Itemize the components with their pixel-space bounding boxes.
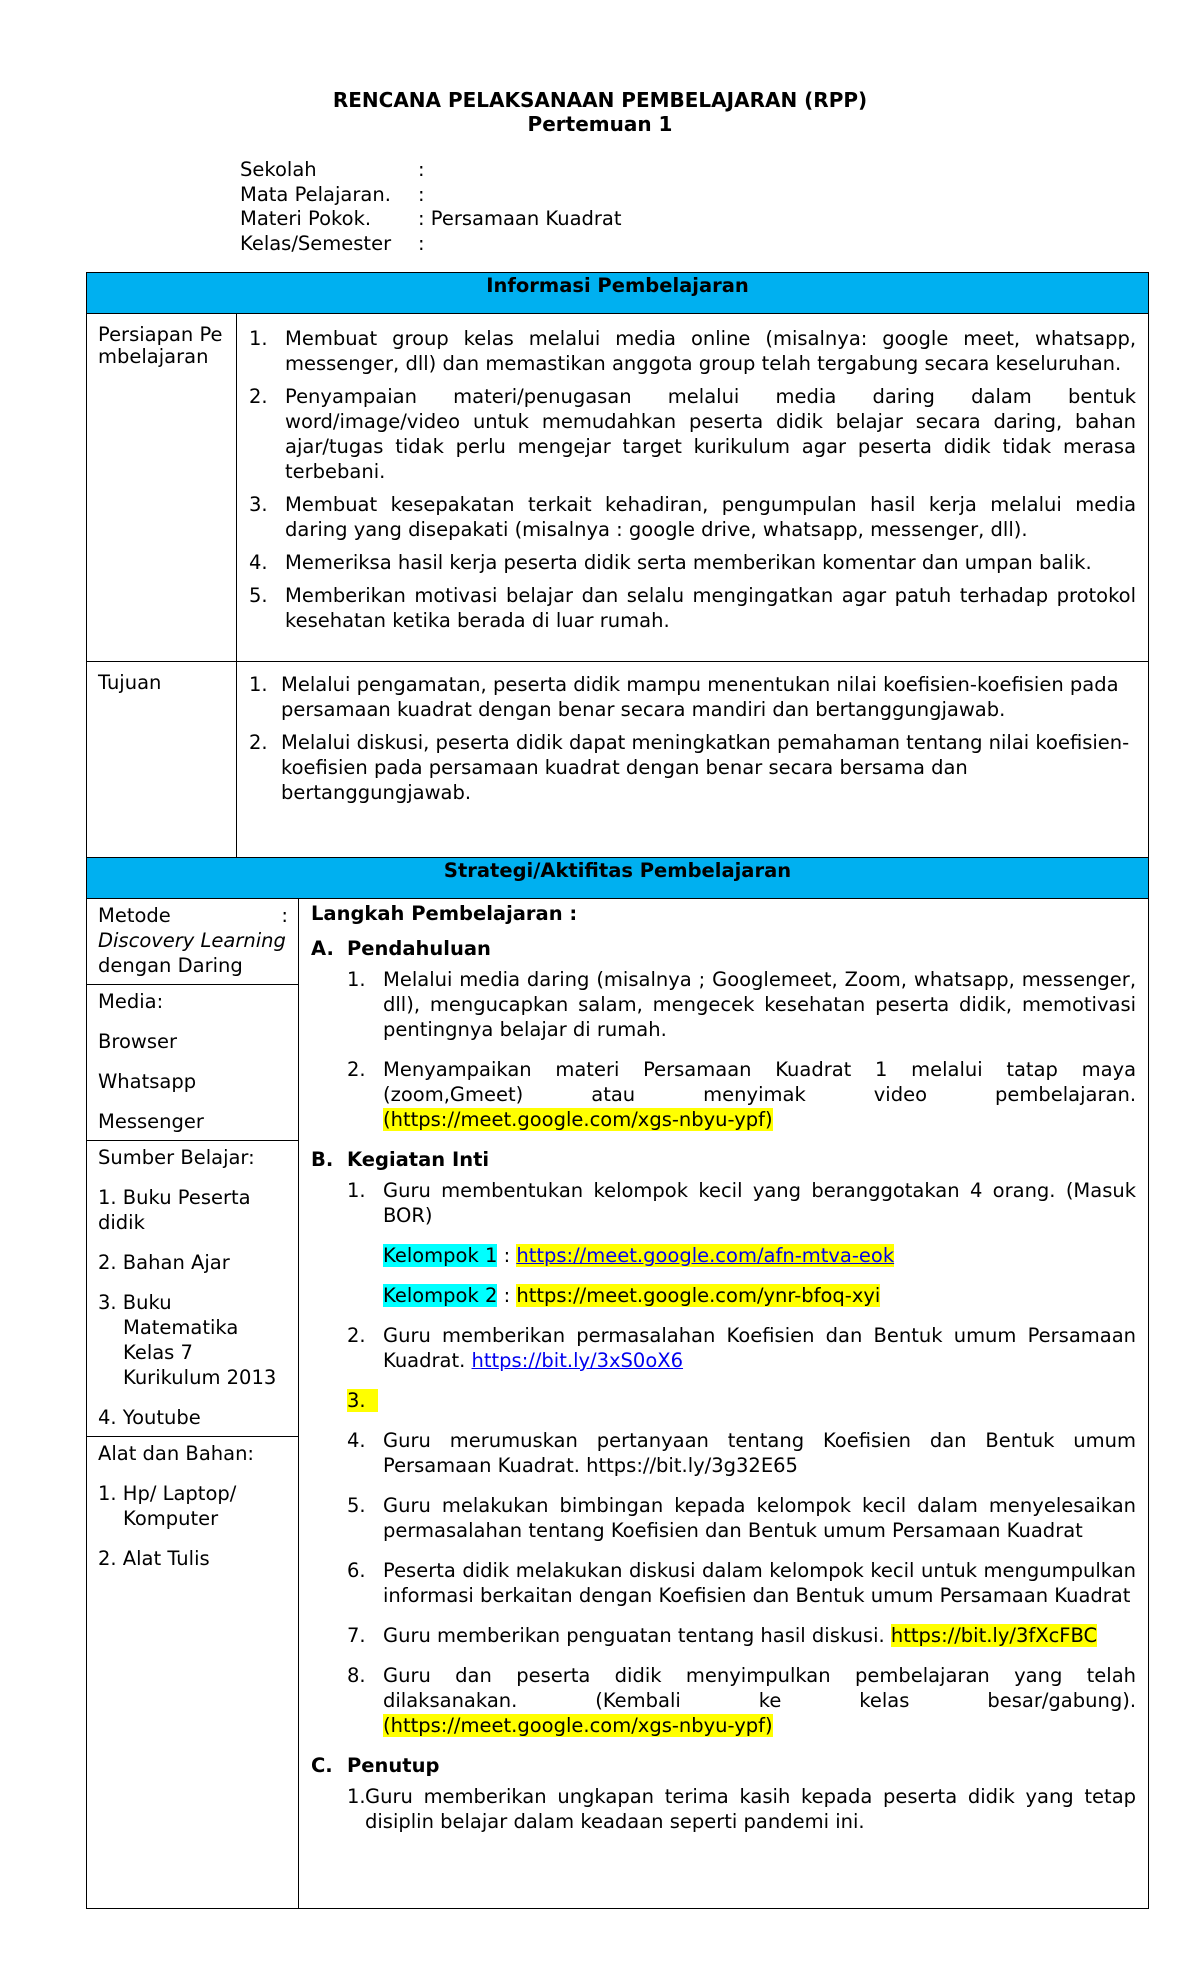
list-item: 4. Guru merumuskan pertanyaan tentang Koefisien dan Bentuk umum Persamaan Kuadrat. https://bit.ly/3g32E65 [347,1429,1137,1477]
tujuan-label: Tujuan [87,662,237,858]
kelompok-1-row: Kelompok 1 : https://meet.google.com/afn-mtva-eok [383,1244,895,1267]
section-kegiatan-inti: B. Kegiatan Inti [311,1148,490,1171]
meet-link[interactable]: (https://meet.google.com/xgs-nbyu-ypf) [383,1714,773,1737]
list-item: 2. Penyampaian materi/penugasan melalui media daring dalam bentuk word/image/video untuk memudahkan peserta didik belajar secara daring, bahan ajar/tugas tidak perlu mengejar target kurikulum agar peserta didik tidak merasa terbebani. [249,385,1137,483]
sumber-belajar-section: Sumber Belajar: 1. Buku Peserta didik 2. Bahan Ajar 3. Buku Matematika Kelas 7 Kurikulum 2013 4. Youtube [87,1141,298,1437]
list-item: 1. Membuat group kelas melalui media online (misalnya: google meet, whatsapp, messenger, dll) dan memastikan anggota group telah tergabung secara keseluruhan. [249,327,1137,375]
list-item: 7. Guru memberikan penguatan tentang hasil diskusi. https://bit.ly/3fXcFBC [347,1624,1098,1647]
list-item: 5. Memberikan motivasi belajar dan selalu mengingatkan agar patuh terhadap protokol kesehatan ketika berada di luar rumah. [249,584,1137,632]
meta-row-mapel: Mata Pelajaran. : [240,182,425,206]
meta-row-sekolah: Sekolah : [240,158,425,181]
section-header-strategi: Strategi/Aktifitas Pembelajaran [87,858,1149,899]
list-item: 2. Melalui diskusi, peserta didik dapat meningkatkan pemahaman tentang nilai koefisien-koefisien pada persamaan kuadrat dengan benar secara bersama dan bertanggungjawab. [249,731,1130,804]
kelompok-2-link[interactable]: https://meet.google.com/ynr-bfoq-xyi [516,1284,881,1307]
document-title: RENCANA PELAKSANAAN PEMBELAJARAN (RPP) [332,88,868,112]
list-item: 1. Guru membentukan kelompok kecil yang beranggotakan 4 orang. (Masuk BOR) [347,1179,1137,1227]
langkah-pembelajaran-column [299,899,1149,1909]
list-item: 5. Guru melakukan bimbingan kepada kelompok kecil dalam menyelesaikan permasalahan tentang Koefisien dan Bentuk umum Persamaan Kuadrat [347,1494,1137,1542]
langkah-title: Langkah Pembelajaran : [311,902,578,925]
list-item: 2. Menyampaikan materi Persamaan Kuadrat 1 melalui tatap maya (zoom,Gmeet) atau menyimak video pembelajaran. (https://meet.google.com/xgs-nbyu-ypf) [347,1058,1137,1131]
list-item: 4. Memeriksa hasil kerja peserta didik serta memberikan komentar dan umpan balik. [249,551,1092,574]
rpp-table [86,272,1149,1909]
list-item: 1. Guru memberikan ungkapan terima kasih kepada peserta didik yang tetap disiplin belajar dalam keadaan seperti pandemi ini. [347,1785,1137,1833]
bitly-link[interactable]: https://bit.ly/3fXcFBC [890,1624,1098,1647]
meta-row-materi: Materi Pokok. : Persamaan Kuadrat [240,207,622,230]
list-item: 1. Melalui pengamatan, peserta didik mampu menentukan nilai koefisien-koefisien pada persamaan kuadrat dengan benar secara mandiri dan bertanggungjawab. [249,673,1119,721]
list-item: 8. Guru dan peserta didik menyimpulkan pembelajaran yang telah dilaksanakan. (Kembali ke kelas besar/gabung). (https://meet.google.com/xgs-nbyu-ypf) [347,1664,1137,1737]
kelompok-2-row: Kelompok 2 : https://meet.google.com/ynr-bfoq-xyi [383,1284,881,1307]
persiapan-content [237,314,1149,662]
persiapan-label: Persiapan Pembelajaran [87,314,237,662]
document-subtitle: Pertemuan 1 [527,112,673,136]
list-item: 3. [311,1388,1136,1413]
section-penutup: C. Penutup [311,1754,440,1777]
identity-block [240,158,622,256]
list-item: 6. Peserta didik melakukan diskusi dalam kelompok kecil untuk mengumpulkan informasi berkaitan dengan Koefisien dan Bentuk umum Persamaan Kuadrat [347,1559,1137,1607]
bitly-link[interactable]: https://bit.ly/3xS0oX6 [471,1349,684,1372]
media-section: Media: Browser Whatsapp Messenger [87,985,298,1141]
meet-link[interactable]: (https://meet.google.com/xgs-nbyu-ypf) [383,1108,773,1131]
list-item: 3. Membuat kesepakatan terkait kehadiran, pengumpulan hasil kerja melalui media daring yang disepakati (misalnya : google drive, whatsapp, messenger, dll). [249,493,1137,541]
alat-bahan-section: Alat dan Bahan: 1. Hp/ Laptop/ Komputer 2. Alat Tulis [98,1442,254,1570]
list-item: 1. Melalui media daring (misalnya ; Googlemeet, Zoom, whatsapp, messenger, dll), mengucapkan salam, mengecek kesehatan peserta didik, memotivasi pentingnya belajar di rumah. [347,968,1137,1041]
tujuan-content [237,662,1149,858]
kelompok-1-link[interactable]: https://meet.google.com/afn-mtva-eok [516,1244,895,1267]
section-pendahuluan: A. Pendahuluan [311,937,491,960]
meta-row-kelas: Kelas/Semester : [240,231,425,255]
metode-section: Metode : Discovery Learning dengan Daring [87,899,298,985]
strategi-left-column [87,899,299,1909]
section-header-informasi: Informasi Pembelajaran [87,273,1149,314]
list-item: 2. Guru memberikan permasalahan Koefisien dan Bentuk umum Persamaan Kuadrat. https://bit.ly/3xS0oX6 [347,1324,1137,1372]
